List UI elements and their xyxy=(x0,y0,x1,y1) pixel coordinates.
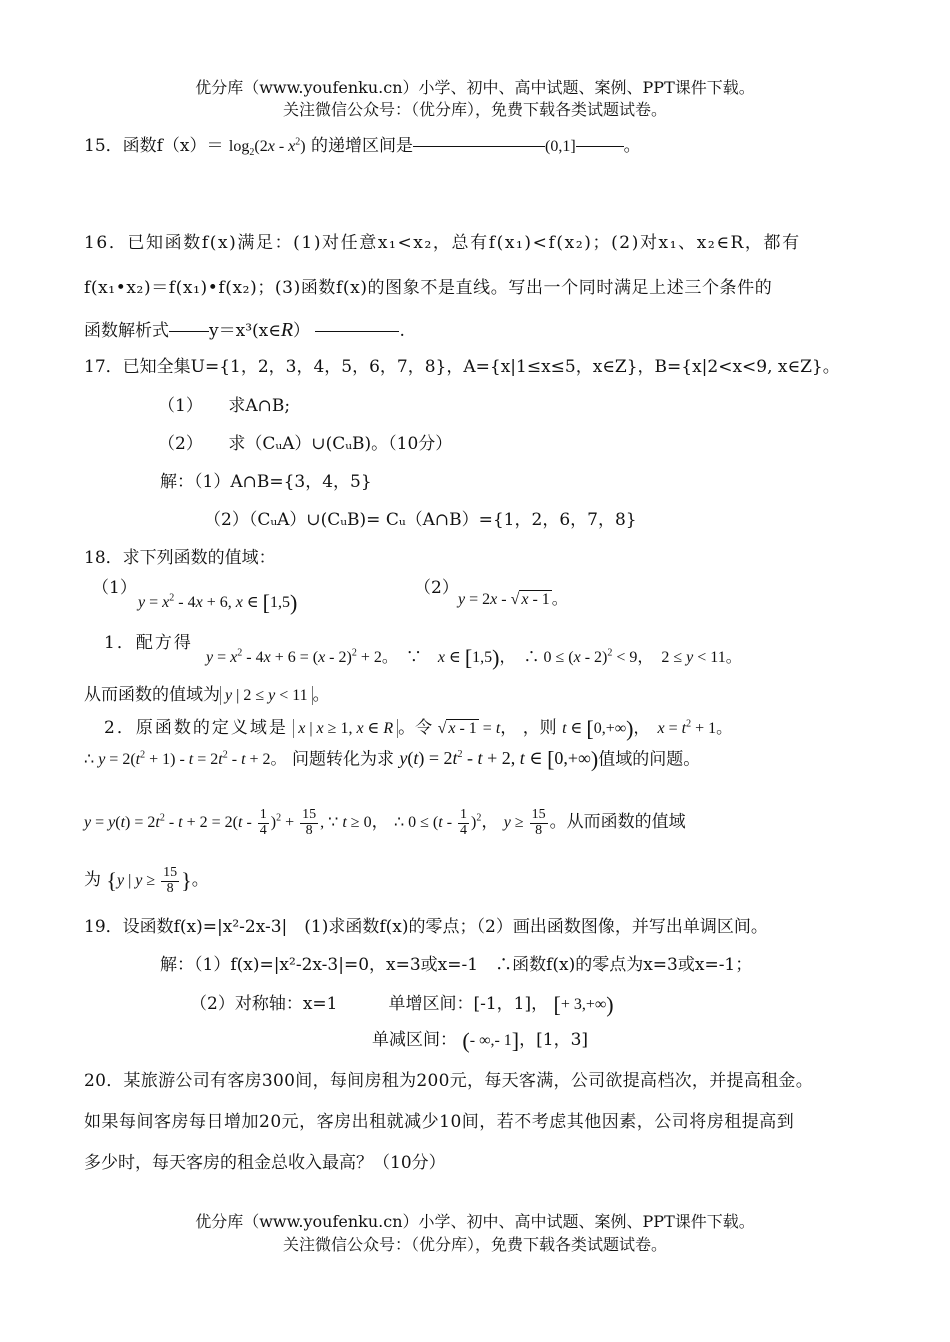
question-20-line-1: 20．某旅游公司有客房300间，每间房租为200元，每天客满，公司欲提高档次，并提高租金。 xyxy=(84,1071,814,1091)
q18-range-set-1: y | 2 ≤ y < 11 xyxy=(220,686,313,705)
q15-function-formula: $\log_2(2x - x^2)$ xyxy=(228,136,306,159)
question-17-part-1: （1） 求A∩B; xyxy=(158,396,291,416)
q18-completed-square: $y = y(t) = 2t^2 - t + 2 = 2(t$ - $\frac{1}{4}$ )$^2$ + $\frac{15}{8}$ , ∵ t ≥ 0 xyxy=(84,807,372,838)
question-16-line-3 xyxy=(84,318,405,342)
q18-solution-2-line-2 xyxy=(84,747,700,773)
question-18-title: 18．求下列函数的值域： xyxy=(84,548,276,568)
question-17-solution-1: 解：（1）A∩B={3，4，5} xyxy=(160,472,372,492)
footer-line-1: 优分库（www.youfenku.cn）小学、初中、高中试题、案例、PPT课件下载。 xyxy=(195,1212,755,1231)
question-19-stem: 19．设函数f(x)=|x²-2x-3| (1)求函数f(x)的零点；（2）画出函数图像，并写出单调区间。 xyxy=(84,917,768,937)
header-line-1: 优分库（www.youfenku.cn）小学、初中、高中试题、案例、PPT课件下载。 xyxy=(195,78,755,97)
q18-part-1-label: （1） xyxy=(92,578,137,598)
header-line-2: 关注微信公众号：（优分库），免费下载各类试题试卷。 xyxy=(282,100,667,119)
question-17-part-2: （2） 求（CᵤA）∪(CᵤB)。（10分） xyxy=(158,434,453,454)
question-17-solution-2: （2）（CᵤA）∪(CᵤB)= Cᵤ（A∩B）={1，2，6，7，8} xyxy=(204,510,637,530)
q18-solution-2-line-4 xyxy=(84,866,209,896)
q16-real-set-r: R xyxy=(280,319,294,341)
question-16-line-1: 16．已知函数f(x)满足：(1)对任意x₁<x₂，总有f(x₁)<f(x₂)；(2)对x₁、x₂∈R，都有 xyxy=(84,233,801,253)
q18-inequality: ∴ 0 ≤ (t - $\frac{1}{4}$ )$^2$ xyxy=(393,807,482,838)
q18-new-function: $y(t) = 2t^2 - t + 2$, t ∈ [0,+∞) xyxy=(399,747,599,772)
q16-answer: y＝x³(x∈ xyxy=(209,321,281,341)
question-20-line-2: 如果每间客房每日增加20元，客房出租就减少10间，若不考虑其他因素，公司将房租提高到 xyxy=(84,1112,795,1132)
q18-period-1: 。 xyxy=(312,685,330,705)
question-16-line-2: f(x₁•x₂)＝f(x₁)•f(x₂)；(3)函数f(x)的图象不是直线。写出一个同时满足上述三个条件的 xyxy=(84,278,773,298)
question-19-solution-2 xyxy=(190,992,614,1018)
q16-end: . xyxy=(399,321,405,341)
q18-s2-transform: 问题转化为求 xyxy=(291,749,394,770)
q18-s2-concl: 。从而函数的值域 xyxy=(549,811,686,832)
question-19-solution-1: 解：（1）f(x)=|x²-2x-3|=0，x=3或x=-1 ∴函数f(x)的零点为x=3或x=-1； xyxy=(160,955,753,975)
q19-decreasing-interval-1: (- ∞,- 1] xyxy=(462,1028,520,1053)
q18-solution-2-line-3: $y = y(t) = 2t^2 - t + 2 = 2(t$ - $\frac{1}{4}$ )$^2$ + $\frac{15}{8}$ , ∵ t ≥ 0， ∴ 0 ≤ (t - $\frac{1}{4}$ )$^2$， y ≥ $\frac{15}{8}$ 。从而函数的值域 xyxy=(84,807,686,838)
q19-increasing-label: （2）对称轴：x=1 单增区间：[-1，1]， xyxy=(190,993,549,1014)
q18-domain-set: x | x ≥ 1, x ∈ R xyxy=(293,719,398,738)
q18-part-2-function: y = 2x - √ x - 1 。 xyxy=(458,591,568,608)
q15-answer: (0,1] xyxy=(544,138,576,155)
q15-after: 的递增区间是 xyxy=(310,136,413,156)
q15-blank-right xyxy=(576,146,624,147)
footer-line-2: 关注微信公众号：（优分库），免费下载各类试题试卷。 xyxy=(282,1235,667,1254)
q18-transformed-function: ∴ $y = 2(t^2 + 1) - t = 2t^2 - t + 2$。 xyxy=(84,750,287,769)
q18-t-range: t ∈ [0,+∞)， $x = t^2 + 1$。 xyxy=(562,716,733,741)
q18-s2-let: 。令 xyxy=(398,717,433,738)
q18-s2-value-problem: 值域的问题。 xyxy=(598,749,701,770)
q18-part-2-label: （2） xyxy=(414,578,459,598)
q18-solution-1-label: 1．配方得 xyxy=(104,633,193,653)
q15-end: 。 xyxy=(623,136,641,156)
q18-s2-then: ，则 xyxy=(522,717,557,738)
q18-s1-concl-text: 从而函数的值域为 xyxy=(84,685,220,705)
q18-solution-2-line-1: 2．原函数的定义域是 x | x ≥ 1, x ∈ R 。令 √ x - 1 = t， ，则 t ∈ [0,+∞)， $x = t^2 + 1$。 xyxy=(104,716,733,741)
q18-period-2: 。 xyxy=(191,869,209,890)
q16-blank-left xyxy=(169,331,209,332)
question-17-stem: 17．已知全集U={1，2，3，4，5，6，7，8}，A={x|1≤x≤5，x∈Z}，B={x|2<x<9, x∈Z}。 xyxy=(84,357,840,377)
q15-text: 15．函数f（x）＝ xyxy=(84,136,224,156)
q15-blank-left xyxy=(413,146,545,147)
q18-solution-1-conclusion xyxy=(84,685,330,705)
q18-substitution: √ x - 1 = t xyxy=(437,719,501,737)
q19-decreasing-interval-2: ，[1，3] xyxy=(519,1029,589,1050)
q16-answer-end: ） xyxy=(293,321,311,341)
q18-s2-label: 2．原函数的定义域是 xyxy=(104,717,288,738)
q18-part-1-function: $y = x^2 - 4x + 6$, x ∈ [1,5) xyxy=(138,590,298,615)
q16-prompt: 函数解析式 xyxy=(84,321,169,341)
question-19-solution-3 xyxy=(372,1028,588,1054)
q18-y-bound: y ≥ $\frac{15}{8}$ xyxy=(503,807,546,838)
q16-blank-right xyxy=(315,331,399,332)
q19-increasing-interval-2: [+ 3,+∞) xyxy=(553,992,614,1017)
q18-s2-wei: 为 xyxy=(84,869,101,890)
q18-range-set-2: {y | y ≥ $\frac{15}{8}$ } xyxy=(106,865,192,896)
question-20-line-3: 多少时，每天客房的租金总收入最高？（10分） xyxy=(84,1153,446,1173)
question-15 xyxy=(84,136,641,159)
q18-solution-1-math: $y = x^2 - 4x + 6 = (x - 2)^2 + 2$。 ∵ x ∈ [1,5)， ∴ 0 ≤ (x - 2)$^2$ < 9， 2 ≤ y < 11。 xyxy=(206,645,742,670)
q19-decreasing-label: 单减区间： xyxy=(372,1029,457,1050)
